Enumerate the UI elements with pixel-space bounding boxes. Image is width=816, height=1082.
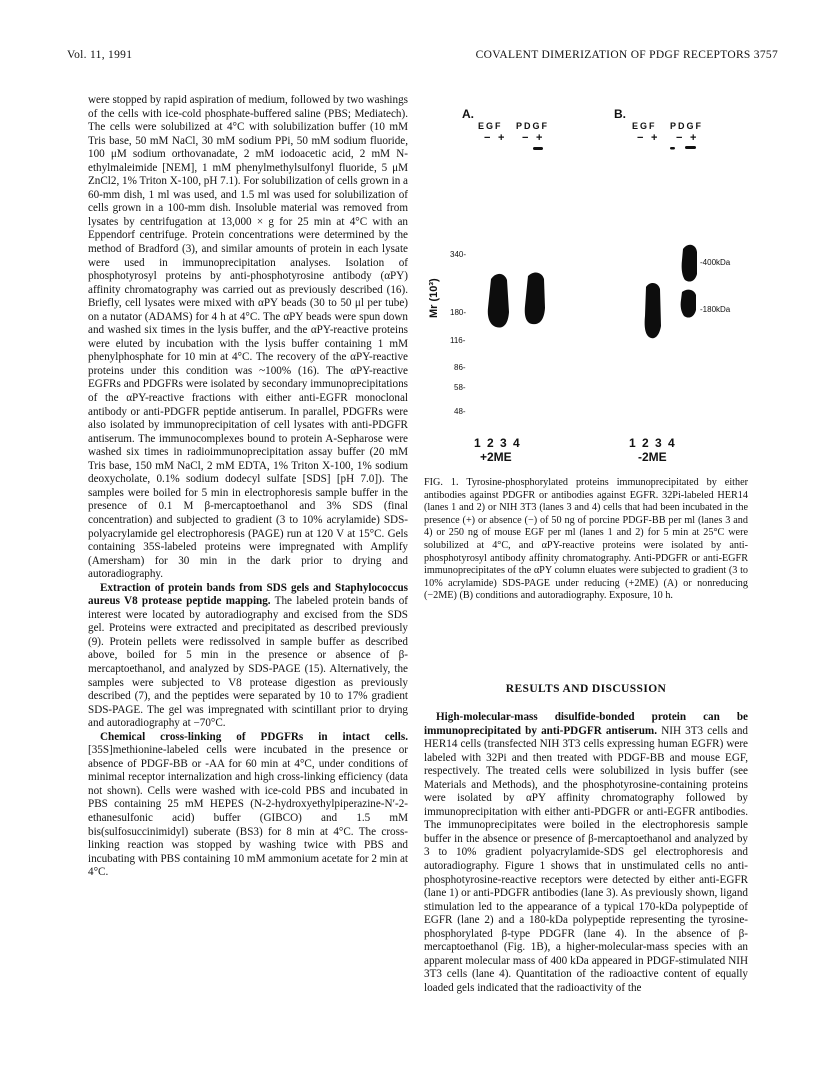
- results-body: NIH 3T3 cells and HER14 cells (transfected NIH 3T3 cells expressing human EGFR) were labeled with 32Pi and then treated with PDGF-BB and mouse EGF, respectively. The treated cells were solubilized in lysis buffer (see Materials and Methods), and the phosphotyrosine-containing proteins were isolated by αPY affinity chromatography followed by immunoprecipitation with either anti-PDGFR or anti-EGFR antibodies. The immunoprecipitates were boiled in the electrophoresis sample buffer in the absence or presence of β-mercaptoethanol and analyzed by 3 to 10% gradient polyacrylamide-SDS gel electrophoresis and autoradiography. Figure 1 shows that in unstimulated cells no anti-phosphotyrosine-reactive receptors were detected by either anti-EGFR (lane 1) or anti-PDGFR antibodies (lane 3). As previously shown, ligand stimulation led to the appearance of a typical 170-kDa polypeptide of EGFR (lane 2) and a 180-kDa polypeptide representing the tyrosine-phosphorylated β-type PDGFR (lane 4). In the absence of β-mercaptoethanol (Fig. 1B), a higher-molecular-mass species with an apparent molecular mass of 400 kDa appeared in PDGF-stimulated NIH 3T3 cells (lane 4). Quantitation of the radioactive content of equally loaded gels indicated that the radioactivity of the: [424, 724, 748, 994]
- band-b-lane-4-400kda: [682, 245, 697, 282]
- band-a-lane-4-180kda: [525, 272, 545, 324]
- results-section-title: RESULTS AND DISCUSSION: [505, 683, 667, 695]
- band-b-lane-4-180kda: [681, 290, 696, 318]
- methods-paragraph-extraction: [88, 582, 408, 731]
- panel-a-ligand-mark: [533, 147, 543, 150]
- panel-b-sign-4: +: [690, 132, 697, 144]
- right-column-results: [424, 711, 748, 995]
- panel-a-sign-3: −: [522, 132, 529, 144]
- panel-a-sign-2: +: [498, 132, 505, 144]
- panel-b-sign-2: +: [651, 132, 658, 144]
- mw-marker-58: 58-: [454, 383, 466, 392]
- methods-paragraph-solubilization: were stopped by rapid aspiration of medium, followed by two washings of the cells with ice-cold phosphate-buffered saline (PBS; Mediatech). The cells were solubilized at 4°C with solubilization buffer (10 mM Tris base, 50 mM NaCl, 30 mM sodium PPi, 50 mM sodium fluoride, 100 μM sodium orthovanadate, 2 mM iodoacetic acid, 2 mM N-ethylmaleimide [NEM], 1 mM phenylmethylsulfonyl fluoride, 5 μM ZnCl2, 1% Triton X-100, pH 7.1). For solubilization of cells grown in a 60-mm dish, 1 ml was used, and 1.5 ml was used for solubilization of cells grown in a 100-mm dish. Insoluble material was removed from lysates by centrifugation at 13,000 × g for 25 min at 4°C with an Eppendorf centrifuge. Protein concentrations were determined by the method of Bradford (3), and similar amounts of protein in each lysate were used in immunoprecipitation analyses. Isolation of phosphotyrosyl proteins by anti-phosphotyrosine antibody (αPY) affinity chromatography was carried out as previously described (16). Briefly, cell lysates were mixed with αPY beads (30 to 50 μl per tube) on a nutator (ADAMS) for 4 h at 4°C. The αPY beads were spun down and washed six times in the lysis buffer, and the αPY-reactive proteins were eluted by incubation with the lysis buffer containing 1 mM phenylphosphate for 10 min at 4°C. The recovery of the αPY-reactive proteins under this condition was ~100% (16). The αPY-reactive EGFRs and PDGFRs were isolated by secondary immunoprecipitations of the αPY-reactive fractions with either anti-EGFR monoclonal antibody or anti-PDGFR peptide antiserum. In parallel, PDGFRs were also isolated by immunoprecipitation of cell lysates with anti-PDGFR antiserum. The immunocomplexes bound to protein A-Sepharose were washed six times in radioimmunoprecipitation assay buffer (20 mM Tris base, 150 mM NaCl, 2 mM EDTA, 1% Triton X-100, 1% sodium deoxycholate, 0.1% sodium dodecyl sulfate [SDS] [pH 7.0]). The samples were boiled for 5 min in electrophoresis sample buffer in the presence of 0.1 M β-mercaptoethanol and 3% SDS (final concentration) and subjected to gradient (3 to 10% acrylamide) SDS-polyacrylamide gel electrophoresis (PAGE) run at 120 V at 15°C. Gels containing 35S-labeled proteins were impregnated with Amplify (Amersham) for 30 min in the dark prior to drying and autoradiography.: [88, 94, 408, 581]
- panel-a-condition: +2ME: [480, 450, 512, 464]
- band-label-180kda: -180kDa: [700, 305, 731, 314]
- band-b-lane-2-170kda: [645, 283, 661, 338]
- panel-b-condition: -2ME: [638, 450, 667, 464]
- methods-body-crosslinking: [35S]methionine-labeled cells were incubated in the presence or absence of PDGF-BB or -AA for 60 min at 4°C, under conditions of minimal receptor internalization and high cross-linking efficiency (data not shown). Cells were washed with ice-cold PBS and incubated in PBS containing 25 mM HEPES (N-2-hydroxyethylpiperazine-N′-2-ethanesulfonic acid) buffer (GIBCO) and 1.5 mM bis(sulfosuccinimidyl) suberate (BS3) for 8 min at 4°C. The cross-linking reaction was stopped by washing twice with PBS and incubating with PBS containing 10 mM ammonium acetate for 2 min at 4°C.: [88, 744, 408, 879]
- results-heading: High-molecular-mass disulfide-bonded protein can be immunoprecipitated by anti-PDGFR antiserum.: [424, 711, 748, 737]
- panel-b-ligand-mark-1: [670, 147, 675, 150]
- band-label-400kda: -400kDa: [700, 258, 731, 267]
- methods-heading-extraction: Extraction of protein bands from SDS gels and Staphylococcus aureus V8 protease peptide mapping.: [88, 581, 408, 608]
- running-header-volume: Vol. 11, 1991: [67, 49, 133, 61]
- panel-b-lane-numbers: 1 2 3 4: [629, 436, 675, 450]
- panel-a-pdgf-label: PDGF: [516, 121, 550, 131]
- results-paragraph: [424, 711, 748, 995]
- panel-a-egf-label: EGF: [478, 121, 503, 131]
- running-header-title: COVALENT DIMERIZATION OF PDGF RECEPTORS 3757: [475, 49, 778, 61]
- panel-b-sign-1: −: [637, 132, 644, 144]
- methods-body-extraction: The labeled protein bands of interest were located by autoradiography and excised from the SDS gel. Proteins were extracted and precipitated as described previously (9). Protein pellets were redissolved in sample buffer as described above, boiled for 5 min in the presence or absence of β-mercaptoethanol, and analyzed by SDS-PAGE (15). Alternatively, the samples were subjected to V8 protease digestion as previously described (7), and the peptides were separated by 10 to 17% gradient SDS-PAGE. The gel was impregnated with scintillant prior to drying and autoradiography at −70°C.: [88, 595, 408, 730]
- mw-marker-180: 180-: [450, 308, 467, 317]
- caption-label: FIG. 1.: [424, 477, 459, 488]
- left-column: [88, 94, 408, 880]
- caption-text: Tyrosine-phosphorylated proteins immunoprecipitated by either antibodies against PDGFR or antibodies against EGFR. 32Pi-labeled HER14 (lanes 1 and 2) or NIH 3T3 (lanes 3 and 4) cells that had been incubated in the presence (+) or absence (−) of 50 ng of porcine PDGF-BB per ml (lanes 3 and 4) or 250 ng of mouse EGF per ml (lanes 1 and 2) for 5 min at 25°C were solubilized at 4°C, and αPY-reactive proteins were isolated by anti-phosphotyrosyl antibody affinity chromatography. Anti-PDGFR or anti-EGFR immunoprecipitates of the αPY column eluates were subjected to gradient (3 to 10% acrylamide) SDS-PAGE under reducing (+2ME) (A) or nonreducing (−2ME) (B) conditions and autoradiography. Exposure, 10 h.: [424, 477, 748, 602]
- methods-heading-crosslinking: Chemical cross-linking of PDGFRs in intact cells.: [100, 730, 408, 743]
- panel-b-ligand-mark-2: [685, 146, 696, 149]
- figure-1-caption: [424, 477, 748, 603]
- mw-marker-116: 116-: [450, 336, 466, 345]
- panel-a-sign-4: +: [536, 132, 543, 144]
- mw-marker-340: 340-: [450, 250, 467, 259]
- panel-b-label: B.: [614, 107, 626, 121]
- methods-paragraph-crosslinking: [88, 731, 408, 880]
- panel-a-label: A.: [462, 107, 474, 121]
- panel-a-lane-numbers: 1 2 3 4: [474, 436, 520, 450]
- panel-b-egf-label: EGF: [632, 121, 657, 131]
- mw-marker-86: 86-: [454, 363, 466, 372]
- panel-b-sign-3: −: [676, 132, 683, 144]
- band-a-lane-2-170kda: [488, 274, 509, 328]
- figure-1-autoradiograph: [424, 96, 748, 468]
- panel-a-sign-1: −: [484, 132, 491, 144]
- mw-marker-48: 48-: [454, 407, 466, 416]
- y-axis-label: Mr (10³): [428, 278, 440, 318]
- panel-b-pdgf-label: PDGF: [670, 121, 704, 131]
